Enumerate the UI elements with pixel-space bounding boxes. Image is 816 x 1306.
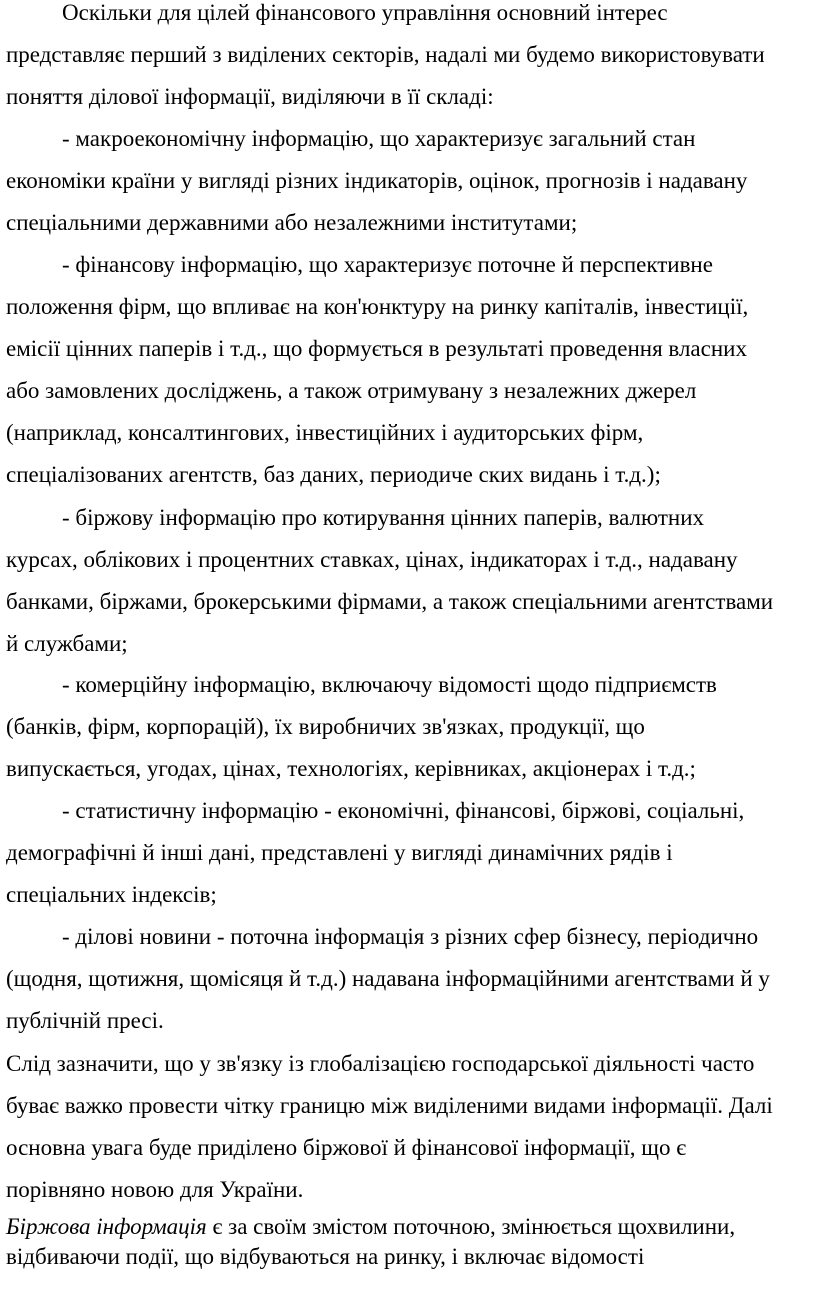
text-line: (банків, фірм, корпорацій), їх виробничих зв'язках, продукції, що — [6, 714, 645, 740]
paragraph-intro — [6, 0, 812, 118]
text-line: представляє перший з виділених секторів, надалі ми будемо використовувати — [6, 42, 765, 68]
text-fragment: є за своїм змістом поточною, змінюється щохвилини, — [206, 1214, 736, 1239]
text-line: (наприклад, консалтингових, інвестиційних і аудиторських фірм, — [6, 420, 644, 446]
paragraph-globalization — [6, 1043, 812, 1211]
text-line: випускається, угодах, цінах, технологіях, керівниках, акціонерах і т.д.; — [6, 756, 696, 782]
list-item-exchange — [6, 497, 812, 665]
term-exchange-information: Біржова інформація — [6, 1214, 207, 1239]
text-line: спеціалізованих агентств, баз даних, периодиче ских видань і т.д.); — [6, 462, 661, 488]
text-line: банками, біржами, брокерськими фірмами, а також спеціальними агентствами — [6, 589, 774, 615]
text-line: положення фірм, що впливає на кон'юнктуру на ринку капіталів, інвестиції, — [6, 294, 749, 320]
text-line: відбиваючи події, що відбуваються на ринку, і включає відомості — [6, 1244, 645, 1269]
text-line: основна увага буде приділено біржової й фінансової інформації, що є — [6, 1135, 687, 1161]
text-line: або замовлених досліджень, а також отримувану з незалежних джерел — [6, 378, 697, 404]
text-line: емісії цінних паперів і т.д., що формується в результаті проведення власних — [6, 336, 747, 362]
text-line: - фінансову інформацію, що характеризує поточне й перспективне — [62, 252, 713, 277]
text-line: поняття ділової інформації, виділяючи в її складі: — [6, 84, 494, 110]
text-line: Слід зазначити, що у зв'язку із глобалізацією господарської діяльності часто — [6, 1051, 755, 1076]
text-line — [6, 1212, 812, 1242]
text-line: порівняно новою для України. — [6, 1177, 304, 1203]
text-line: демографічні й інші дані, представлені у вигляді динамічних рядів і — [6, 840, 673, 866]
text-line: - комерційну інформацію, включаючу відомості щодо підприємств — [62, 672, 717, 697]
text-line: Оскільки для цілей фінансового управління основний інтерес — [62, 0, 668, 25]
text-line: спеціальними державними або незалежними інститутами; — [6, 210, 578, 236]
text-line: економіки країни у вигляді різних індикаторів, оцінок, прогнозів і надавану — [6, 168, 748, 194]
text-line: буває важко провести чітку границю між виділеними видами інформації. Далі — [6, 1093, 773, 1119]
text-line: - ділові новини - поточна інформація з різних сфер бізнесу, періодично — [62, 924, 759, 949]
list-item-macroeconomic — [6, 118, 812, 244]
text-line: - макроекономічну інформацію, що характеризує загальний стан — [62, 126, 696, 151]
text-line: публічній пресі. — [6, 1008, 164, 1034]
text-line: спеціальних індексів; — [6, 882, 217, 908]
list-item-financial — [6, 244, 812, 497]
text-line: й службами; — [6, 631, 128, 657]
list-item-statistical — [6, 790, 812, 916]
paragraph-exchange-info — [6, 1212, 812, 1272]
text-line: - статистичну інформацію - економічні, фінансові, біржові, соціальні, — [62, 798, 745, 823]
list-item-business-news — [6, 916, 812, 1042]
list-item-commercial — [6, 664, 812, 790]
text-line: курсах, облікових і процентних ставках, цінах, індикаторах і т.д., надавану — [6, 547, 738, 573]
text-line: - біржову інформацію про котирування цінних паперів, валютних — [62, 505, 705, 530]
text-line: (щодня, щотижня, щомісяця й т.д.) надавана інформаційними агентствами й у — [6, 966, 770, 992]
